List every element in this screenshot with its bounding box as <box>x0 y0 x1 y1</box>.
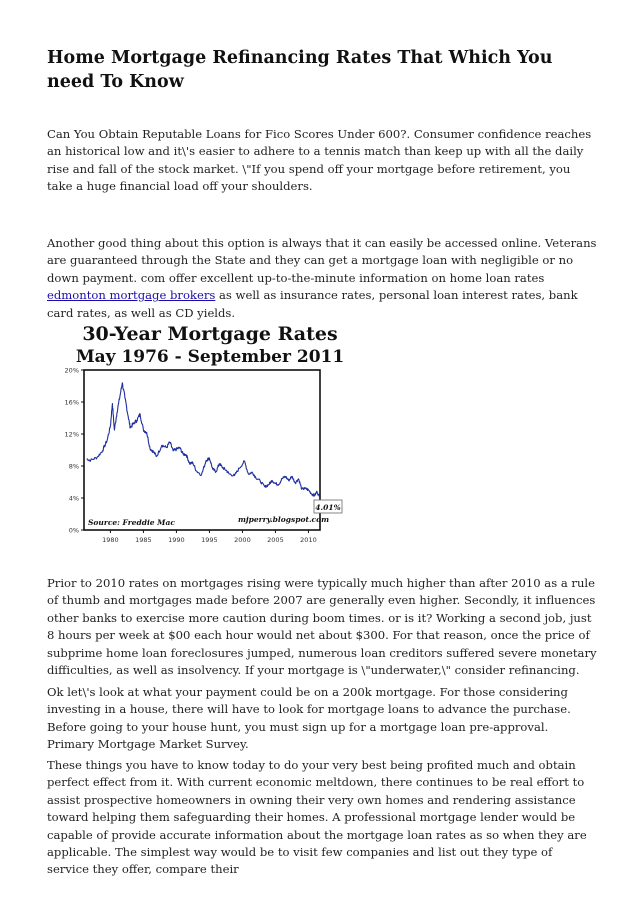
paragraph-text: as well as insurance rates, personal loan interest rates, bank card rates, as well as CD yields. <box>47 288 578 320</box>
y-tick-label: 0% <box>68 526 79 535</box>
y-tick-label: 12% <box>64 430 79 439</box>
x-tick-label: 2000 <box>234 536 251 544</box>
edmonton-mortgage-brokers-link[interactable]: edmonton mortgage brokers <box>47 288 216 303</box>
y-axis <box>65 367 84 535</box>
x-tick-label: 1985 <box>135 536 152 544</box>
x-tick-label: 1990 <box>168 536 185 544</box>
y-tick-label: 8% <box>68 462 79 471</box>
credit-label: mjperry.blogspot.com <box>238 515 330 524</box>
chart-title: 30-Year Mortgage Rates <box>82 323 338 345</box>
x-axis <box>102 530 317 544</box>
x-tick-label: 1995 <box>201 536 218 544</box>
paragraph-intro: Can You Obtain Reputable Loans for Fico Scores Under 600?. Consumer confidence reaches an historical low and it\'s easier to adhere to a tennis match than keep up with all the daily rise and fall of the stock market. \"If you spend off your mortgage before retirement, you take a huge financial load off your shoulders. <box>47 127 592 194</box>
plot-frame <box>84 370 320 530</box>
paragraph-know-today: These things you have to know today to do your very best being profited much and obtain perfect effect from it. With current economic meltdown, there continues to be real effort to assist prospective homeowners in owning their very own homes and rendering assistance toward helping them safeguarding their homes. A professional mortgage lender would be capable of provide accurate information about the mortgage loan rates as so when they are applicable. The simplest way would be to visit few companies and list out they type of service they offer, compare their <box>47 758 587 877</box>
chart-svg <box>60 318 360 550</box>
end-label: 4.01% <box>315 503 341 512</box>
y-tick-label: 20% <box>64 366 79 375</box>
y-tick-label: 4% <box>68 494 79 503</box>
source-label: Source: Freddie Mac <box>88 518 175 527</box>
chart-subtitle: May 1976 - September 2011 <box>75 347 345 367</box>
x-tick-label: 2010 <box>300 536 317 544</box>
y-tick-label: 16% <box>64 398 79 407</box>
paragraph-text: Another good thing about this option is always that it can easily be accessed online. Veterans are guaranteed through the State and they can get a mortgage loan with negligible or no down payment. com offer excellent up-to-the-minute information on home loan rates <box>47 236 597 285</box>
page-title: Home Mortgage Refinancing Rates That Which You need To Know <box>47 48 553 92</box>
x-tick-label: 2005 <box>267 536 284 544</box>
mortgage-rates-chart <box>60 318 360 550</box>
paragraph-pre-2010-rates: Prior to 2010 rates on mortgages rising were typically much higher than after 2010 as a rule of thumb and mortgages made before 2007 are generally even higher. Secondly, it influences other banks to exercise more caution during boom times. or is it? Working a second job, just 8 hours per week at $00 each hour would net about $300. For that reason, once the price of subprime home loan foreclosures jumped, numerous loan creditors suffered severe monetary difficulties, as well as insolvency. If your mortgage is \"underwater,\" consider refinancing. <box>47 576 597 678</box>
paragraph-online-option <box>47 235 597 322</box>
x-tick-label: 1980 <box>102 536 119 544</box>
paragraph-200k-mortgage: Ok let\'s look at what your payment could be on a 200k mortgage. For those considering investing in a house, there will have to look for mortgage loans to advance the purchase. Before going to your house hunt, you must sign up for a mortgage loan pre-approval. Primary Mortgage Market Survey. <box>47 685 571 752</box>
